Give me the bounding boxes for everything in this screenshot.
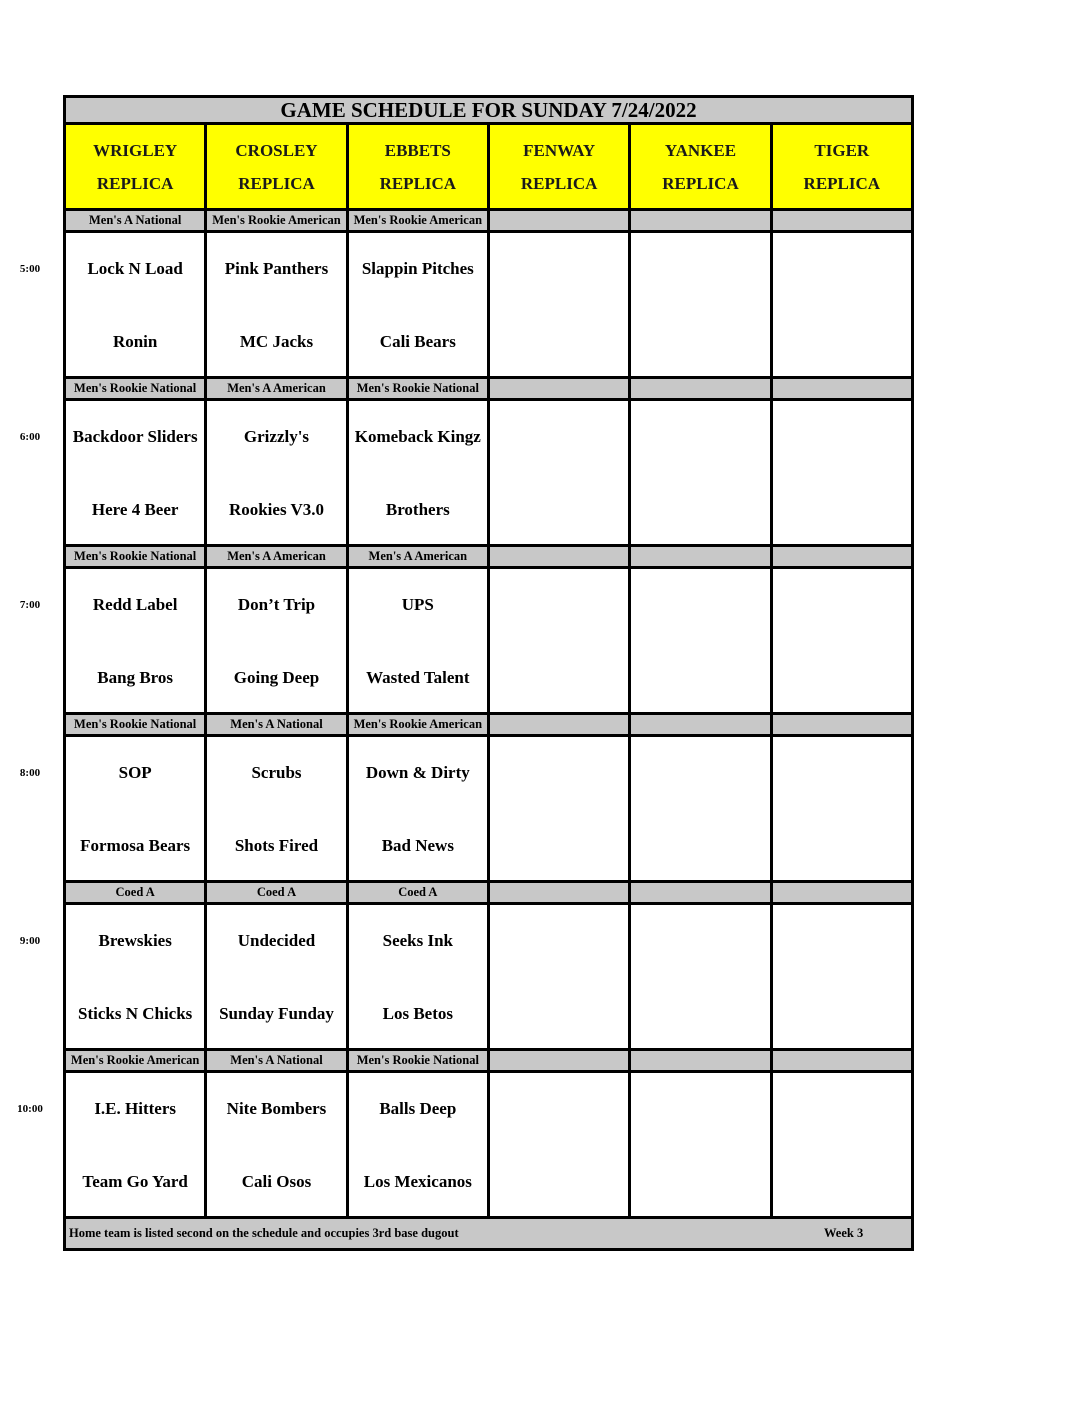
game-cell	[631, 401, 772, 547]
away-team: Seeks Ink	[382, 931, 454, 950]
game-cell	[631, 905, 772, 1051]
game-row	[63, 1073, 914, 1219]
division-label: Men's Rookie National	[66, 379, 207, 401]
division-label: Men's Rookie National	[66, 547, 207, 569]
division-label: Men's A National	[207, 1051, 348, 1073]
schedule-footer	[63, 1219, 914, 1251]
division-label	[631, 379, 772, 401]
home-team: Los Betos	[382, 1004, 453, 1023]
division-label	[490, 211, 631, 233]
game-cell	[631, 737, 772, 883]
division-label: Men's Rookie American	[349, 211, 490, 233]
home-team: Ronin	[112, 332, 158, 351]
field-subtitle: REPLICA	[803, 173, 881, 193]
division-label	[773, 1051, 911, 1073]
field-header-yankee	[631, 125, 772, 211]
field-header-fenway	[490, 125, 631, 211]
home-team-note: Home team is listed second on the schedule and occupies 3rd base dugout	[69, 1226, 459, 1240]
division-label: Men's A National	[66, 211, 207, 233]
game-cell	[773, 737, 911, 883]
game-cell	[490, 233, 631, 379]
game-cell	[207, 1073, 348, 1219]
game-cell	[631, 569, 772, 715]
division-label	[490, 547, 631, 569]
game-cell	[207, 401, 348, 547]
game-cell	[207, 569, 348, 715]
home-team: Team Go Yard	[82, 1172, 188, 1191]
game-cell	[66, 569, 207, 715]
away-team: Undecided	[237, 931, 316, 950]
away-team: Pink Panthers	[224, 259, 329, 278]
division-label	[773, 715, 911, 737]
division-row	[63, 211, 914, 233]
time-slot	[17, 1051, 914, 1219]
field-name: WRIGLEY	[93, 140, 178, 160]
division-label	[631, 211, 772, 233]
schedule-table	[17, 95, 914, 1251]
field-header-tiger	[773, 125, 911, 211]
time-label: 8:00	[19, 767, 41, 779]
home-team: Formosa Bears	[80, 836, 191, 855]
field-name: EBBETS	[384, 140, 451, 160]
time-label: 5:00	[19, 263, 41, 275]
time-slot	[19, 883, 914, 1051]
time-slot	[19, 211, 914, 379]
field-header-crosley	[207, 125, 348, 211]
division-label: Men's A National	[207, 715, 348, 737]
home-team: Cali Osos	[241, 1172, 312, 1191]
week-label: Week 3	[824, 1226, 864, 1240]
game-cell	[207, 737, 348, 883]
game-row	[63, 401, 914, 547]
game-cell	[66, 401, 207, 547]
division-label	[631, 883, 772, 905]
game-cell	[490, 737, 631, 883]
field-header-row	[63, 125, 914, 211]
time-slot	[19, 547, 914, 715]
field-name: CROSLEY	[235, 140, 318, 160]
division-label	[490, 379, 631, 401]
game-cell	[490, 569, 631, 715]
division-label: Men's Rookie National	[349, 1051, 490, 1073]
game-cell	[349, 233, 490, 379]
division-label	[773, 211, 911, 233]
game-cell	[349, 401, 490, 547]
division-label	[773, 379, 911, 401]
away-team: Lock N Load	[87, 259, 183, 278]
division-label: Men's A American	[207, 379, 348, 401]
game-cell	[773, 233, 911, 379]
field-name: TIGER	[814, 140, 870, 160]
away-team: Redd Label	[92, 595, 178, 614]
game-cell	[66, 905, 207, 1051]
away-team: Komeback Kingz	[354, 427, 481, 446]
field-subtitle: REPLICA	[379, 173, 457, 193]
game-cell	[773, 401, 911, 547]
game-cell	[66, 233, 207, 379]
game-row	[63, 737, 914, 883]
time-label: 7:00	[19, 599, 41, 611]
division-label: Coed A	[207, 883, 348, 905]
home-team: Going Deep	[233, 668, 320, 687]
home-team: Bad News	[381, 836, 454, 855]
away-team: I.E. Hitters	[94, 1099, 176, 1118]
away-team: Brewskies	[98, 931, 172, 950]
away-team: UPS	[401, 595, 434, 614]
time-label: 6:00	[19, 431, 41, 443]
game-cell	[207, 905, 348, 1051]
away-team: Nite Bombers	[226, 1099, 327, 1118]
game-cell	[490, 401, 631, 547]
division-label	[631, 547, 772, 569]
field-name: YANKEE	[664, 140, 737, 160]
game-cell	[66, 737, 207, 883]
game-cell	[349, 737, 490, 883]
away-team: Backdoor Sliders	[72, 427, 198, 446]
time-label: 10:00	[17, 1103, 43, 1115]
division-label	[773, 547, 911, 569]
field-name: FENWAY	[523, 140, 596, 160]
game-cell	[349, 569, 490, 715]
game-cell	[490, 1073, 631, 1219]
schedule-title: GAME SCHEDULE FOR SUNDAY 7/24/2022	[63, 95, 914, 125]
time-label: 9:00	[19, 935, 41, 947]
away-team: Down & Dirty	[365, 763, 470, 782]
game-row	[63, 905, 914, 1051]
division-row	[63, 379, 914, 401]
division-label: Men's Rookie American	[66, 1051, 207, 1073]
division-row	[63, 883, 914, 905]
time-slot	[19, 715, 914, 883]
away-team: SOP	[118, 763, 152, 782]
away-team: Grizzly's	[243, 427, 310, 446]
field-subtitle: REPLICA	[662, 173, 739, 193]
division-label	[631, 1051, 772, 1073]
game-cell	[490, 905, 631, 1051]
division-row	[63, 715, 914, 737]
game-cell	[631, 233, 772, 379]
game-cell	[773, 905, 911, 1051]
home-team: Here 4 Beer	[91, 500, 179, 519]
division-label	[773, 883, 911, 905]
game-cell	[773, 569, 911, 715]
field-subtitle: REPLICA	[96, 173, 174, 193]
away-team: Don’t Trip	[237, 595, 316, 614]
game-cell	[66, 1073, 207, 1219]
field-header-ebbets	[349, 125, 490, 211]
field-header-wrigley	[66, 125, 207, 211]
division-label	[490, 1051, 631, 1073]
home-team: Los Mexicanos	[363, 1172, 472, 1191]
division-label	[631, 715, 772, 737]
division-row	[63, 1051, 914, 1073]
game-cell	[773, 1073, 911, 1219]
division-label: Men's A American	[207, 547, 348, 569]
division-label: Men's A American	[349, 547, 490, 569]
home-team: Brothers	[385, 500, 450, 519]
home-team: Wasted Talent	[366, 668, 470, 687]
game-cell	[349, 1073, 490, 1219]
home-team: Sticks N Chicks	[78, 1004, 193, 1023]
game-cell	[207, 233, 348, 379]
home-team: Cali Bears	[379, 332, 456, 351]
division-label: Men's Rookie American	[207, 211, 348, 233]
game-cell	[349, 905, 490, 1051]
home-team: MC Jacks	[239, 332, 314, 351]
game-cell	[631, 1073, 772, 1219]
away-team: Slappin Pitches	[361, 259, 474, 278]
game-row	[63, 569, 914, 715]
division-row	[63, 547, 914, 569]
field-subtitle: REPLICA	[238, 173, 315, 193]
away-team: Scrubs	[251, 763, 302, 782]
home-team: Sunday Funday	[219, 1004, 334, 1023]
game-row	[63, 233, 914, 379]
field-subtitle: REPLICA	[520, 173, 598, 193]
division-label	[490, 715, 631, 737]
home-team: Rookies V3.0	[228, 500, 325, 519]
away-team: Balls Deep	[379, 1099, 457, 1118]
time-slots	[17, 211, 914, 1219]
division-label	[490, 883, 631, 905]
division-label: Men's Rookie National	[66, 715, 207, 737]
time-slot	[19, 379, 914, 547]
division-label: Coed A	[349, 883, 490, 905]
division-label: Men's Rookie National	[349, 379, 490, 401]
division-label: Men's Rookie American	[349, 715, 490, 737]
home-team: Bang Bros	[97, 668, 174, 687]
division-label: Coed A	[66, 883, 207, 905]
home-team: Shots Fired	[234, 836, 319, 855]
